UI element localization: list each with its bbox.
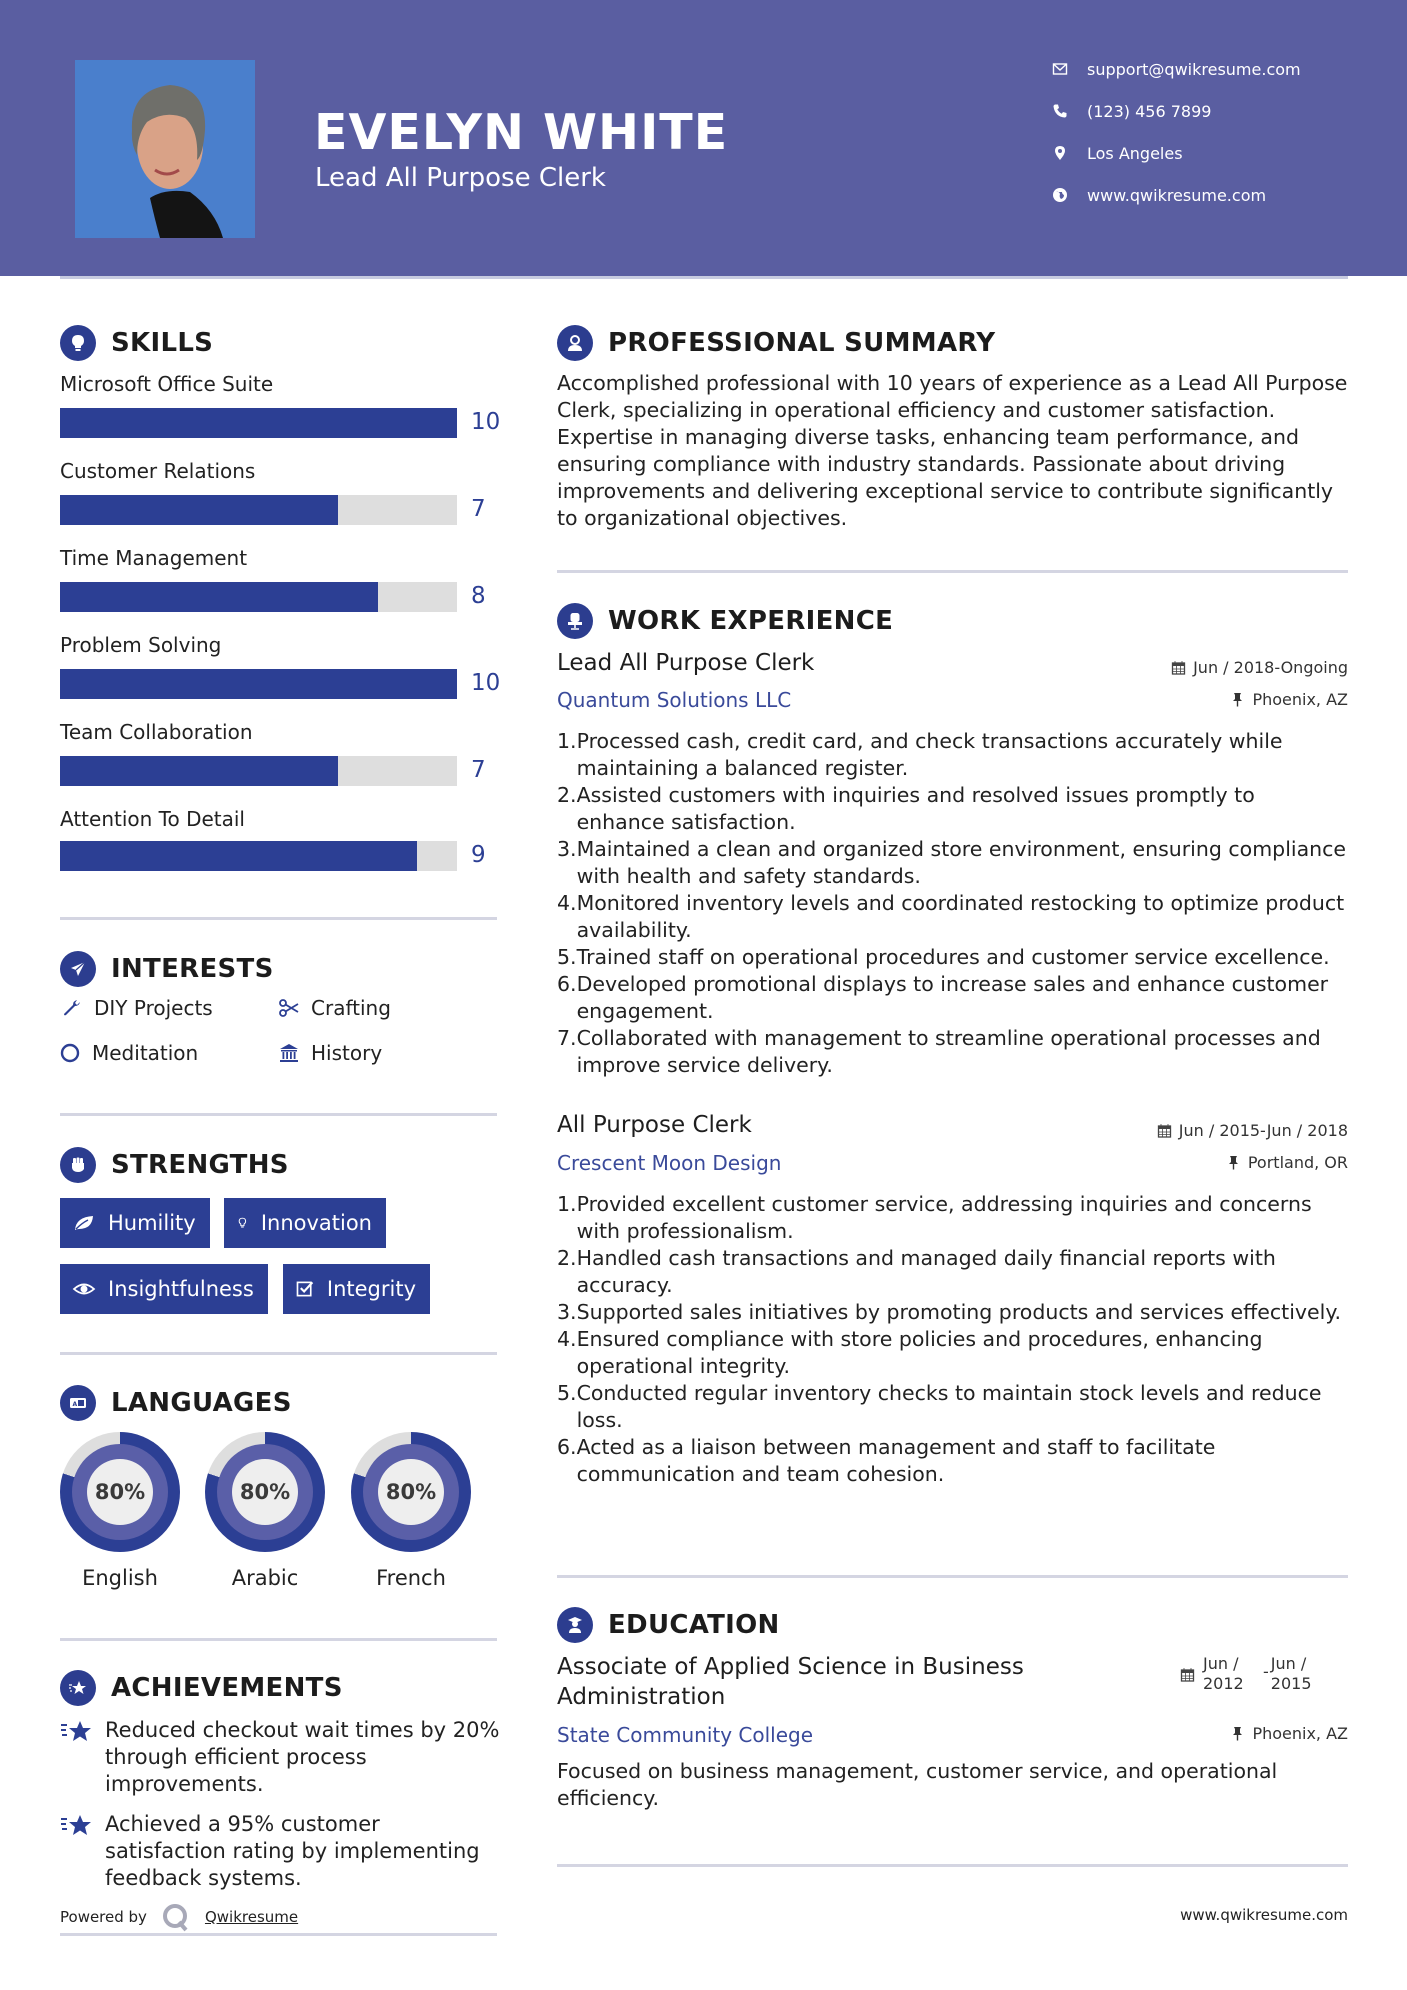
contact-email-text: support@qwikresume.com [1087,59,1301,79]
education-heading [557,1607,780,1643]
interest-label: History [311,1041,383,1065]
section-divider [60,1933,497,1936]
skill-value: 7 [471,757,486,783]
experience-heading [557,603,893,639]
shooting-star-icon [60,1811,105,1892]
job-dates-text: Jun / 2018-Ongoing [1193,658,1348,677]
profile-photo [75,60,255,238]
skill-bar-fill [60,408,457,438]
skill-label: Microsoft Office Suite [60,372,274,396]
interest-item [277,1041,382,1065]
shooting-star-icon [60,1717,105,1798]
strength-label: Humility [108,1211,196,1235]
skill-value: 9 [471,842,486,868]
achievement-item [60,1811,500,1892]
fist-icon [60,1147,96,1183]
qwikresume-link[interactable]: Qwikresume [204,1908,299,1926]
header-divider [60,276,1348,279]
job-bullets [557,728,1347,1079]
translate-icon [60,1385,96,1421]
bullet-item: 4. Ensured compliance with store policies and procedures, enhancing operational integrity. [557,1327,1263,1378]
section-divider [60,1113,497,1116]
candidate-title: Lead All Purpose Clerk [315,163,606,193]
bullet-item: 6. Developed promotional displays to increase sales and enhance customer engagement. [557,972,1329,1023]
paper-plane-icon [60,951,96,987]
calendar-icon [1180,1667,1195,1682]
languages-heading [60,1385,292,1421]
date-start: Jun / 2012 [1203,1654,1244,1693]
calendar-icon [1157,1123,1172,1138]
wrench-icon [60,996,84,1020]
bullet-item: 5. Trained staff on operational procedures and customer service excellence. [557,945,1330,969]
interest-label: Crafting [311,996,391,1020]
job-dates [1157,1121,1348,1140]
bullet-item: 2. Handled cash transactions and managed daily financial reports with accuracy. [557,1246,1276,1297]
company-name: Quantum Solutions LLC [557,688,792,712]
degree-title: Associate of Applied Science in Business Administration [557,1654,1024,1710]
pushpin-icon [1230,692,1245,707]
skill-bar [60,841,457,871]
achievement-text: Achieved a 95% customer satisfaction rating by implementing feedback systems. [105,1812,480,1890]
contact-website-text: www.qwikresume.com [1087,185,1267,205]
interests-heading [60,951,274,987]
summary-heading [557,325,995,361]
skill-bar-fill [60,495,338,525]
language-donut [351,1432,471,1552]
bullet-item: 1. Provided excellent customer service, addressing inquiries and concerns with professionalism. [557,1192,1312,1243]
language-percent: 80% [87,1459,153,1525]
school-location-text: Phoenix, AZ [1252,1724,1348,1743]
skill-value: 8 [471,583,486,609]
achievements-heading [60,1670,343,1706]
bullet-item: 3. Maintained a clean and organized store environment, ensuring compliance with health and safety standards. [557,837,1347,888]
pushpin-icon [1226,1155,1241,1170]
check-square-icon [295,1277,315,1301]
skill-value: 7 [471,496,486,522]
skill-bar [60,669,457,699]
contact-website[interactable] [1050,183,1266,207]
strength-label: Insightfulness [108,1277,254,1301]
skill-bar-fill [60,841,417,871]
summary-title: PROFESSIONAL SUMMARY [608,328,996,358]
phone-icon [1050,101,1070,121]
section-divider [557,570,1348,573]
map-marker-icon [1050,143,1070,163]
strengths-heading [60,1147,289,1183]
section-divider [557,1864,1348,1867]
education-description: Focused on business management, customer service, and operational efficiency. [557,1759,1278,1810]
job-location [1226,1153,1348,1172]
bullet-item: 1. Processed cash, credit card, and check transactions accurately while maintaining a balanced register. [557,729,1283,780]
job-bullets [557,1191,1347,1488]
strength-chip [60,1264,268,1314]
job-location-text: Portland, OR [1247,1153,1348,1172]
skill-label: Time Management [60,546,248,570]
school-name: State Community College [557,1723,814,1747]
date-separator: - [1263,1662,1269,1681]
job-dates-text: Jun / 2015-Jun / 2018 [1178,1121,1348,1140]
company-name: Crescent Moon Design [557,1151,782,1175]
powered-by-label: Powered by [60,1908,147,1926]
skill-bar [60,756,457,786]
circle-icon [58,1041,82,1065]
graduate-icon [557,1607,593,1643]
skill-bar [60,495,457,525]
achievements-title: ACHIEVEMENTS [111,1673,343,1703]
section-divider [557,1575,1348,1578]
office-chair-icon [557,603,593,639]
experience-title: WORK EXPERIENCE [608,606,894,636]
language-donut [205,1432,325,1552]
language-label: French [376,1566,446,1590]
date-end: Jun / 2015 [1270,1654,1312,1693]
summary-text: Accomplished professional with 10 years of experience as a Lead All Purpose Clerk, specializing in operational efficiency and customer satisfaction. Expertise in managing diverse tasks, enhancing team performance, and ensuring compliance with industry standards. Passionate about driving improvements and delivering exceptional service to contribute significantly to organizational objectives. [557,371,1348,530]
interests-title: INTERESTS [111,954,274,984]
skill-bar-fill [60,582,378,612]
strength-chip [224,1198,386,1248]
bullet-item: 4. Monitored inventory levels and coordinated restocking to optimize product availability. [557,891,1345,942]
bullet-item: 3. Supported sales initiatives by promoting products and services effectively. [557,1300,1342,1324]
contact-email[interactable] [1050,57,1301,81]
skill-label: Team Collaboration [60,720,253,744]
bullet-item: 5. Conducted regular inventory checks to maintain stock levels and reduce loss. [557,1381,1322,1432]
svg-text:A: A [72,1401,78,1408]
section-divider [60,1352,497,1355]
interest-label: Meditation [92,1041,199,1065]
language-percent: 80% [232,1459,298,1525]
language-donut [60,1432,180,1552]
contact-phone[interactable] [1050,99,1211,123]
strengths-title: STRENGTHS [111,1150,289,1180]
qwikresume-logo-icon [161,1902,191,1932]
language-label: English [82,1566,158,1590]
bullet-item: 7. Collaborated with management to streamline operational processes and improve service delivery. [557,1026,1321,1077]
scissors-icon [277,996,301,1020]
strength-label: Integrity [326,1277,416,1301]
education-dates [1180,1654,1321,1694]
strength-chip [283,1264,430,1314]
lightbulb-icon [60,325,96,361]
section-divider [60,1638,497,1641]
strength-label: Innovation [260,1211,372,1235]
section-divider [60,917,497,920]
skill-value: 10 [471,409,501,435]
candidate-name: EVELYN WHITE [314,104,729,161]
skills-title: SKILLS [111,328,214,358]
skill-bar [60,408,457,438]
bullet-item: 6. Acted as a liaison between management and staff to facilitate communication and team cohesion. [557,1435,1216,1486]
job-title: Lead All Purpose Clerk [557,650,815,676]
job-title: All Purpose Clerk [557,1112,752,1138]
footer-url[interactable]: www.qwikresume.com [1180,1906,1348,1924]
job-dates [1171,658,1348,677]
bullet-item: 2. Assisted customers with inquiries and resolved issues promptly to enhance satisfaction. [557,783,1255,834]
user-icon [557,325,593,361]
interest-label: DIY Projects [94,996,213,1020]
language-label: Arabic [231,1566,299,1590]
school-location [1230,1724,1348,1743]
education-title: EDUCATION [608,1610,780,1640]
skill-label: Customer Relations [60,459,256,483]
skill-label: Attention To Detail [60,807,245,831]
contact-phone-text: (123) 456 7899 [1087,101,1212,121]
skill-bar-fill [60,669,457,699]
interest-item [60,996,213,1020]
skill-value: 10 [471,670,501,696]
lightbulb-icon [236,1211,249,1235]
pushpin-icon [1230,1726,1245,1741]
skills-heading [60,325,213,361]
skill-label: Problem Solving [60,633,222,657]
interest-item [58,1041,198,1065]
skill-bar [60,582,457,612]
job-location-text: Phoenix, AZ [1252,690,1348,709]
languages-title: LANGUAGES [111,1388,292,1418]
achievement-text: Reduced checkout wait times by 20% through efficient process improvements. [105,1718,500,1796]
powered-by [60,1902,298,1932]
contact-location-text: Los Angeles [1087,143,1183,163]
interest-item [277,996,391,1020]
language-percent: 80% [378,1459,444,1525]
calendar-icon [1171,660,1186,675]
leaf-icon [72,1211,96,1235]
globe-icon [1050,185,1070,205]
eye-icon [72,1277,96,1301]
star-badge-icon [60,1670,96,1706]
achievement-item [60,1717,500,1798]
job-location [1230,690,1348,709]
museum-icon [277,1041,301,1065]
strength-chip [60,1198,210,1248]
skill-bar-fill [60,756,338,786]
contact-location [1050,141,1183,165]
envelope-icon [1050,59,1070,79]
